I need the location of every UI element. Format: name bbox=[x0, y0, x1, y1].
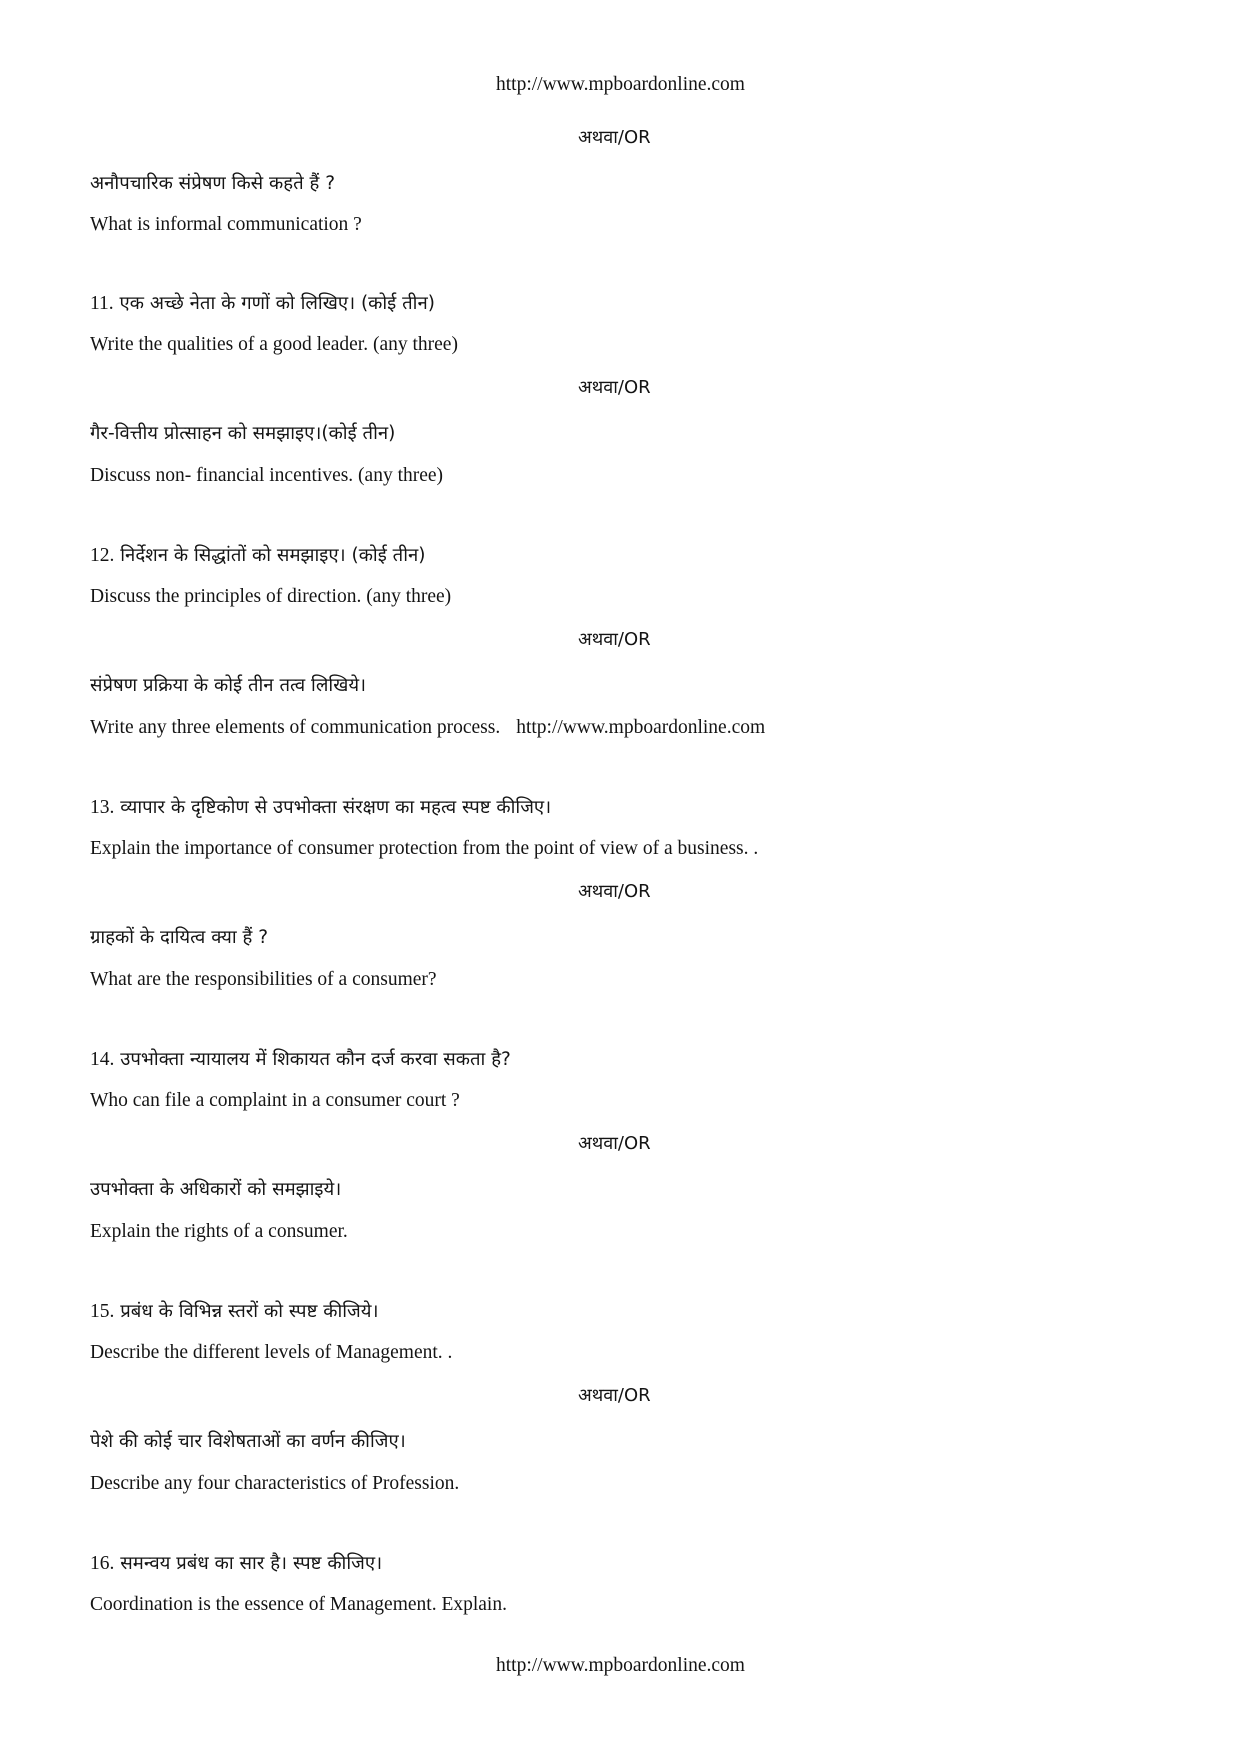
alternate-question-en bbox=[90, 717, 765, 739]
question-text-hi: एक अच्छे नेता के गणों को लिखिए। (कोई तीन) bbox=[119, 293, 435, 314]
question-number: 16. bbox=[90, 1553, 115, 1574]
footer-url[interactable]: http://www.mpboardonline.com bbox=[496, 1655, 745, 1676]
alternate-question-en: Discuss non- financial incentives. (any three) bbox=[90, 465, 444, 486]
question-text-hi: उपभोक्ता न्यायालय में शिकायत कौन दर्ज करवा सकता है? bbox=[120, 1049, 511, 1070]
question-number: 13. bbox=[90, 797, 115, 818]
question-number: 14. bbox=[90, 1049, 115, 1070]
question-hi bbox=[90, 1550, 382, 1575]
question-hi bbox=[90, 1298, 379, 1323]
question-number: 11. bbox=[90, 293, 114, 314]
question-en: Explain the importance of consumer protection from the point of view of a business. . bbox=[90, 838, 759, 859]
alternate-question-en: What are the responsibilities of a consumer? bbox=[90, 969, 437, 990]
question-hi bbox=[90, 794, 551, 819]
or-label: अथवा/OR bbox=[578, 127, 651, 148]
alternate-question-text-en: Write any three elements of communication process. bbox=[90, 717, 501, 738]
question-en: Write the qualities of a good leader. (any three) bbox=[90, 334, 458, 355]
question-en: Coordination is the essence of Management. Explain. bbox=[90, 1594, 507, 1615]
or-label: अथवा/OR bbox=[578, 377, 651, 398]
alternate-question-hi: गैर-वित्तीय प्रोत्साहन को समझाइए।(कोई तीन) bbox=[90, 423, 396, 444]
alternate-question-en: Explain the rights of a consumer. bbox=[90, 1221, 348, 1242]
question-number: 12. bbox=[90, 545, 115, 566]
question-hi bbox=[90, 542, 426, 567]
alternate-question-hi: उपभोक्ता के अधिकारों को समझाइये। bbox=[90, 1179, 342, 1200]
or-label: अथवा/OR bbox=[578, 1385, 651, 1406]
question-hi bbox=[90, 1046, 511, 1071]
question-en: Describe the different levels of Management. . bbox=[90, 1342, 453, 1363]
inline-url[interactable]: http://www.mpboardonline.com bbox=[516, 717, 766, 738]
or-label: अथवा/OR bbox=[578, 1133, 651, 1154]
question-number: 15. bbox=[90, 1301, 115, 1322]
header-url[interactable]: http://www.mpboardonline.com bbox=[496, 74, 745, 95]
alternate-question-hi: पेशे की कोई चार विशेषताओं का वर्णन कीजिए। bbox=[90, 1431, 406, 1452]
question-text-hi: व्यापार के दृष्टिकोण से उपभोक्ता संरक्षण का महत्व स्पष्ट कीजिए। bbox=[120, 797, 552, 818]
question-hi bbox=[90, 290, 435, 315]
question-hi: अनौपचारिक संप्रेषण किसे कहते हैं ? bbox=[90, 173, 336, 194]
alternate-question-hi: संप्रेषण प्रक्रिया के कोई तीन तत्व लिखिये। bbox=[90, 675, 367, 696]
or-label: अथवा/OR bbox=[578, 629, 651, 650]
question-text-hi: प्रबंध के विभिन्न स्तरों को स्पष्ट कीजिये। bbox=[120, 1301, 379, 1322]
question-en: What is informal communication ? bbox=[90, 214, 362, 235]
alternate-question-hi: ग्राहकों के दायित्व क्या हैं ? bbox=[90, 927, 269, 948]
question-text-hi: समन्वय प्रबंध का सार है। स्पष्ट कीजिए। bbox=[120, 1553, 383, 1574]
alternate-question-en: Describe any four characteristics of Profession. bbox=[90, 1473, 460, 1494]
or-label: अथवा/OR bbox=[578, 881, 651, 902]
question-text-hi: निर्देशन के सिद्धांतों को समझाइए। (कोई तीन) bbox=[120, 545, 426, 566]
question-en: Who can file a complaint in a consumer court ? bbox=[90, 1090, 460, 1111]
question-en: Discuss the principles of direction. (any three) bbox=[90, 586, 452, 607]
